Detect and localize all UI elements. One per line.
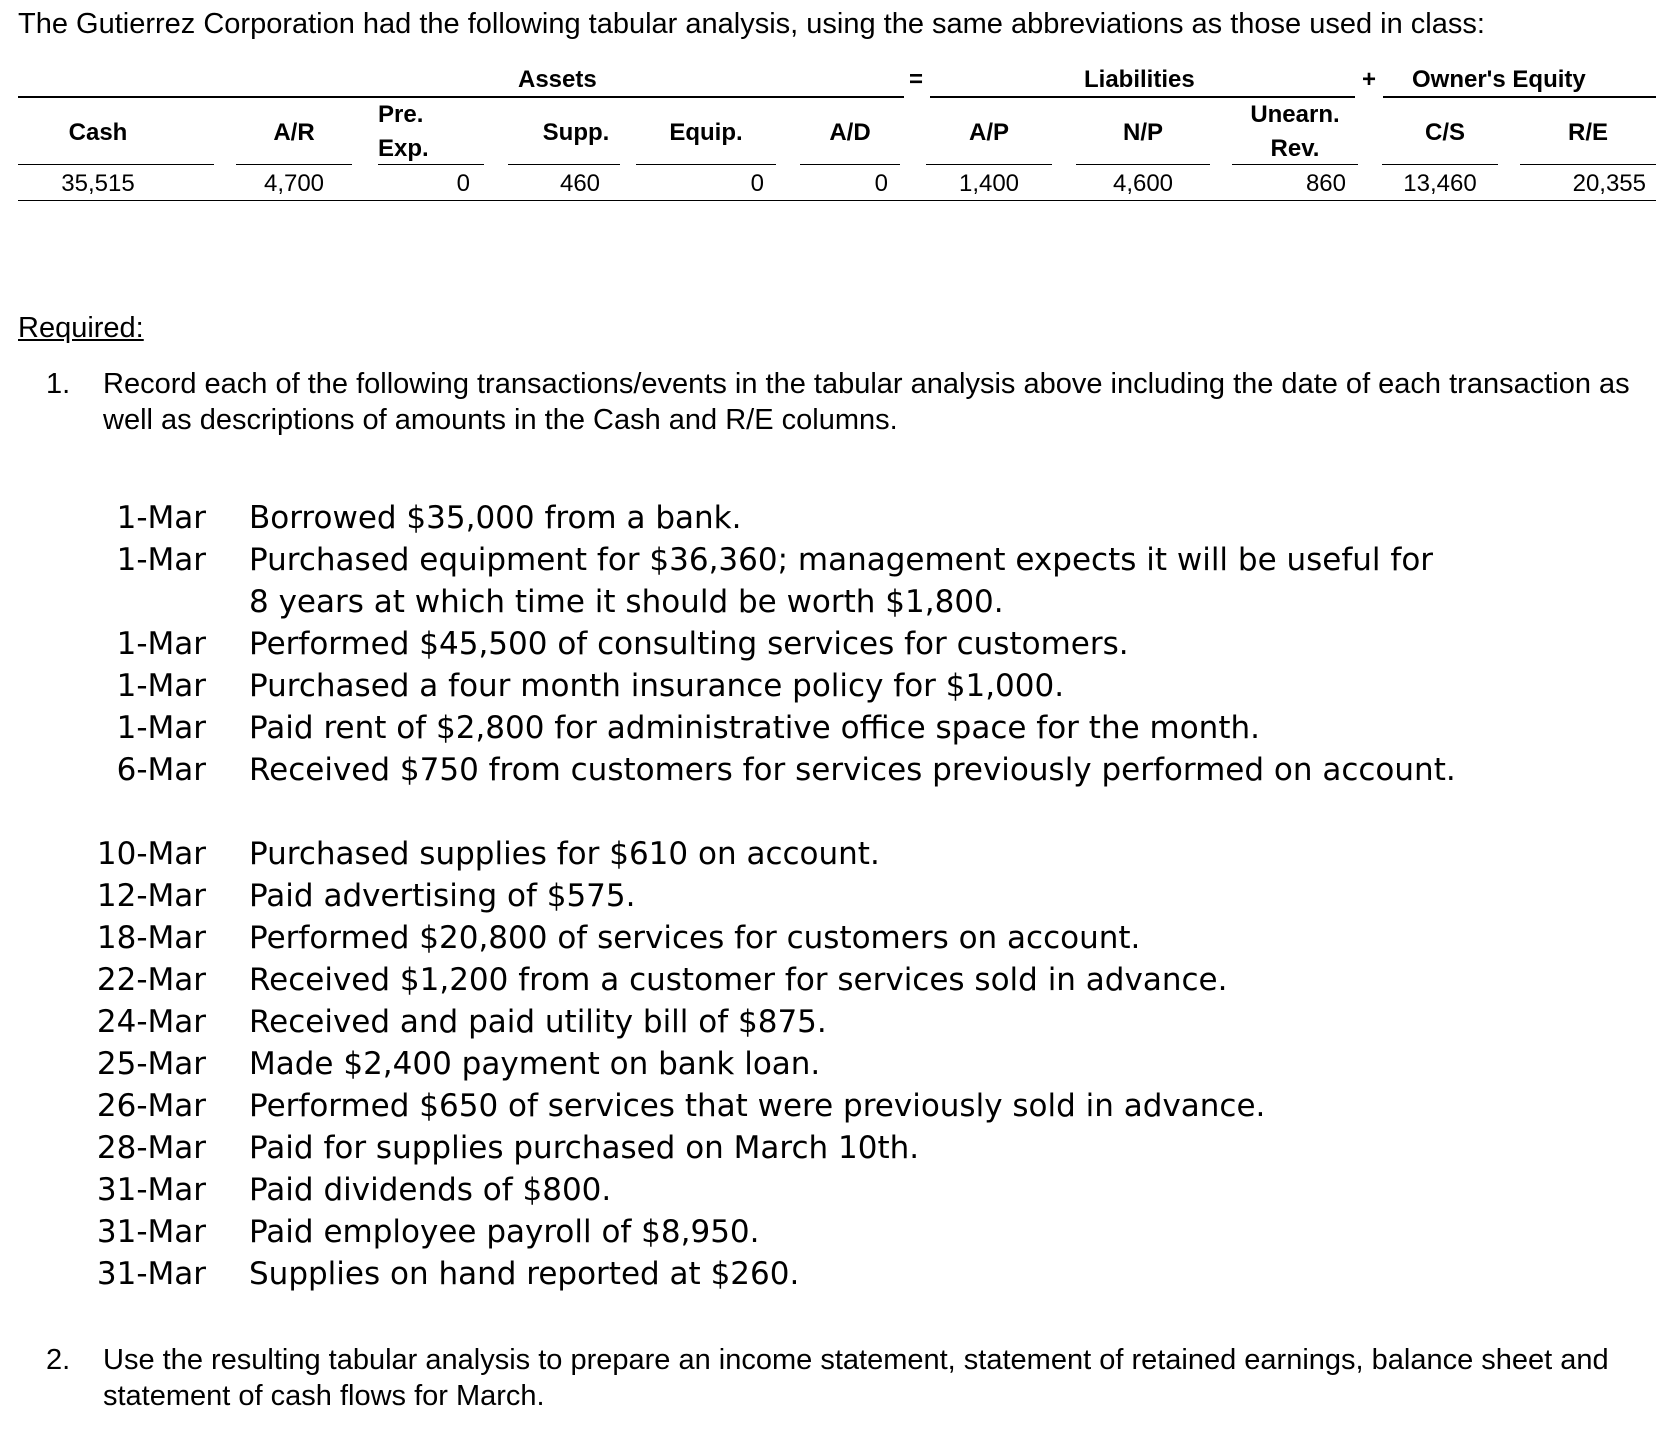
liabilities-group-label: Liabilities <box>1084 66 1195 93</box>
transaction-description: Received $1,200 from a customer for services sold in advance. <box>249 962 1228 998</box>
problem-title: The Gutierrez Corporation had the following tabular analysis, using the same abbreviations as those used in class: <box>18 8 1485 40</box>
value-ar: 4,700 <box>263 170 325 197</box>
col-rule-unearn-rev <box>1232 164 1358 165</box>
col-rule-ad <box>800 164 900 165</box>
transaction-date: 18-Mar <box>96 920 206 956</box>
value-unearn-rev: 860 <box>1305 170 1346 197</box>
value-cash: 35,515 <box>61 170 135 197</box>
value-np: 4,600 <box>1112 170 1174 197</box>
required-heading: Required: <box>18 312 144 344</box>
transaction-description: Received $750 from customers for services previously performed on account. <box>249 752 1456 788</box>
col-header-unearn-rev-line2: Rev. <box>1270 135 1320 162</box>
col-header-ap: A/P <box>968 119 1009 146</box>
col-rule-np <box>1076 164 1210 165</box>
transaction-date: 26-Mar <box>96 1088 206 1124</box>
col-header-pre-exp-line2: Exp. <box>378 135 429 162</box>
col-rule-ar <box>236 164 352 165</box>
value-ad: 0 <box>874 170 888 197</box>
col-header-cash: Cash <box>68 119 128 146</box>
col-header-equip: Equip. <box>669 119 743 146</box>
col-header-unearn-rev-line1: Unearn. <box>1250 101 1340 128</box>
transaction-date: 25-Mar <box>96 1046 206 1082</box>
transaction-description: Paid employee payroll of $8,950. <box>249 1214 760 1250</box>
value-cs: 13,460 <box>1403 170 1477 197</box>
col-rule-cs <box>1382 164 1498 165</box>
transaction-date: 22-Mar <box>96 962 206 998</box>
transaction-description: 8 years at which time it should be worth $1,800. <box>249 584 1004 620</box>
transaction-date: 31-Mar <box>96 1214 206 1250</box>
transaction-date: 1-Mar <box>116 500 206 536</box>
assets-group-label: Assets <box>518 66 597 93</box>
item-1-text: Record each of the following transactions/events in the tabular analysis above including the date of each transaction as well as descriptions of amounts in the Cash and R/E columns. <box>103 368 1630 436</box>
value-equip: 0 <box>750 170 764 197</box>
transaction-description: Received and paid utility bill of $875. <box>249 1004 827 1040</box>
col-rule-re <box>1520 164 1656 165</box>
transaction-date: 1-Mar <box>116 626 206 662</box>
transaction-date: 12-Mar <box>96 878 206 914</box>
transaction-description: Performed $20,800 of services for customers on account. <box>249 920 1141 956</box>
col-header-np: N/P <box>1122 119 1163 146</box>
transaction-date: 1-Mar <box>116 668 206 704</box>
col-rule-supp <box>508 164 620 165</box>
transaction-description: Purchased a four month insurance policy for $1,000. <box>249 668 1065 704</box>
transaction-description: Supplies on hand reported at $260. <box>249 1256 800 1292</box>
item-1-number: 1. <box>46 368 71 400</box>
transaction-date: 1-Mar <box>116 542 206 578</box>
equals-sign: = <box>909 66 924 93</box>
col-rule-cash <box>18 164 214 165</box>
table-bottom-rule <box>18 200 1656 201</box>
item-2-text: Use the resulting tabular analysis to prepare an income statement, statement of retained earnings, balance sheet and statement of cash flows for March. <box>103 1344 1609 1412</box>
transaction-description: Paid dividends of $800. <box>249 1172 612 1208</box>
col-header-pre-exp-line1: Pre. <box>378 101 424 128</box>
transaction-description: Paid for supplies purchased on March 10th. <box>249 1130 920 1166</box>
col-rule-equip <box>636 164 776 165</box>
col-header-cs: C/S <box>1424 119 1465 146</box>
transaction-description: Purchased supplies for $610 on account. <box>249 836 880 872</box>
equity-group-rule <box>1383 96 1656 98</box>
item-2-number: 2. <box>46 1344 71 1376</box>
transaction-date: 31-Mar <box>96 1256 206 1292</box>
transaction-description: Borrowed $35,000 from a bank. <box>249 500 742 536</box>
col-rule-ap <box>926 164 1052 165</box>
col-header-re: R/E <box>1567 119 1608 146</box>
transaction-description: Performed $650 of services that were previously sold in advance. <box>249 1088 1266 1124</box>
transaction-description: Performed $45,500 of consulting services for customers. <box>249 626 1129 662</box>
transaction-date: 28-Mar <box>96 1130 206 1166</box>
col-rule-pre-exp <box>378 164 484 165</box>
transaction-description: Purchased equipment for $36,360; management expects it will be useful for <box>249 542 1434 578</box>
value-re: 20,355 <box>1572 170 1646 197</box>
col-header-supp: Supp. <box>542 119 610 146</box>
transaction-date: 24-Mar <box>96 1004 206 1040</box>
transaction-date: 1-Mar <box>116 710 206 746</box>
plus-sign: + <box>1362 66 1377 93</box>
transaction-description: Made $2,400 payment on bank loan. <box>249 1046 821 1082</box>
col-header-ar: A/R <box>273 119 315 146</box>
value-pre-exp: 0 <box>456 170 470 197</box>
transaction-description: Paid advertising of $575. <box>249 878 636 914</box>
col-header-ad: A/D <box>829 119 871 146</box>
transaction-date: 6-Mar <box>116 752 206 788</box>
assets-group-rule <box>18 96 904 98</box>
value-supp: 460 <box>559 170 601 197</box>
transaction-date: 31-Mar <box>96 1172 206 1208</box>
transaction-date: 10-Mar <box>96 836 206 872</box>
value-ap: 1,400 <box>958 170 1020 197</box>
transaction-description: Paid rent of $2,800 for administrative office space for the month. <box>249 710 1260 746</box>
owners-equity-group-label: Owner's Equity <box>1412 66 1586 93</box>
